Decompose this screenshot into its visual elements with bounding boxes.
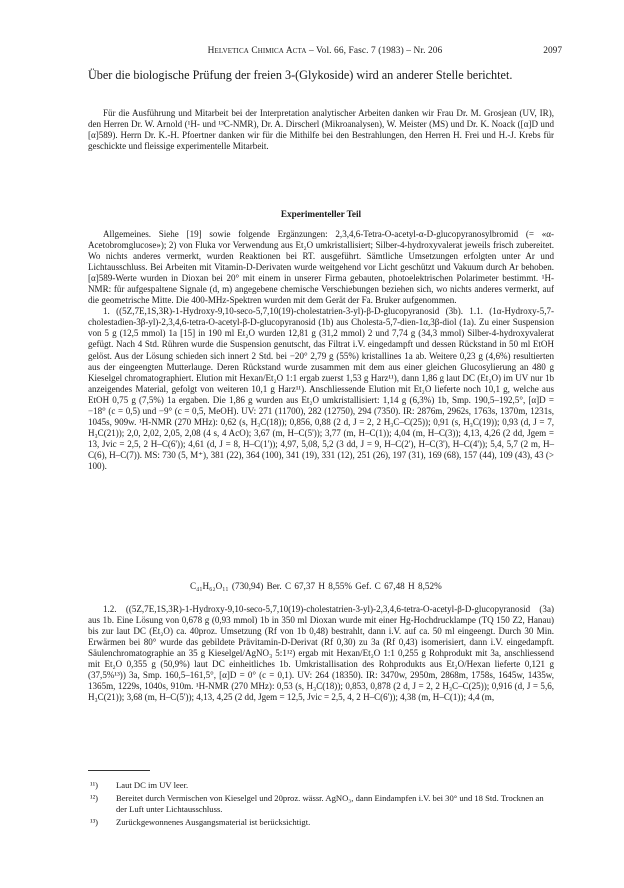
acknowledgement-paragraph <box>88 108 554 152</box>
footnote-marker: ¹¹) <box>90 780 99 790</box>
page-number: 2097 <box>543 46 562 56</box>
journal-issue: – Vol. 66, Fasc. 7 (1983) – Nr. 206 <box>308 46 443 56</box>
footnote-text: Laut DC im UV leer. <box>116 780 189 790</box>
footnote-marker: ¹³) <box>90 817 99 827</box>
footnote-text: Bereitet durch Vermischen von Kieselgel und 20proz. wässr. AgNO₃, dann Eindampfen i.V. bei 30° und 18 Std. Trocknen an der Luft unter Lichtausschluss. <box>116 793 544 814</box>
general-paragraph: Allgemeines. Siehe [19] sowie folgende Ergänzungen: 2,3,4,6-Tetra-O-acetyl-α-D-glucopyranosylbromid (= «α-Acetobromglucose»); 2) von Fluka vor Verwendung aus Et₂O umkristallisiert; Silber-4-hydroxyvalerat jeweils frisch zubereitet. Wo nichts anderes vermerkt, wurden Reaktionen bei RT. ausgeführt. Sämtliche Umsetzungen erfolgten unter Ar und Lichtausschluss. Bei Arbeiten mit Vitamin-D-Derivaten wurde weitgehend vor Licht geschützt und Vakuum durch Ar behoben. [α]589-Werte wurden in Dioxan bei 20° mit einem in unserer Firma gebauten, photoelektrischen Polarimeter bestimmt. ¹H-NMR: für aufgespaltene Signale (d, m) angegebene chemische Verschiebungen beziehen sich, wo nichts anderes vermerkt, auf die geometrische Mitte. Die 400-MHz-Spektren wurden mit dem Gerät der Fa. Bruker aufgenommen. <box>88 229 554 306</box>
footnote-divider <box>88 770 150 771</box>
footnote-marker: ¹²) <box>90 793 99 803</box>
experimental-section <box>88 229 554 472</box>
procedure-1-paragraph: 1. ((5Z,7E,1S,3R)-1-Hydroxy-9,10-seco-5,7,10(19)-cholestatrien-3-yl)-β-D-glucopyranosid (3b). 1.1. (1α-Hydroxy-5,7-cholestadien-3β-yl)-2,3,4,6-tetra-O-acetyl-β-D-glucopyranosid (1b) aus Cholesta-5,7-dien-1α,3β-diol (1a). Zu einer Suspension von 5 g (12,5 mmol) 1a [15] in 190 ml Et₂O wurden 12,81 g (31,2 mmol) 2 und 7,74 g (34,3 mmol) Silber-4-hydroxyvalerat gefügt. Nach 4 Std. Rühren wurde die Suspension genutscht, das Filtrat i.V. eingedampft und dessen Rückstand in 50 ml EtOH gelöst. Aus der Lösung schieden sich innert 2 Std. bei −20° 2,79 g (55%) kristallines 1a ab. Weitere 0,23 g (4,6%) resultierten aus der eingeengten Mutterlauge. Deren Rückstand wurde zusammen mit dem aus einer gleichen Glucosylierung an 480 g Kieselgel chromatographiert. Elution mit Hexan/Et₂O 1:1 ergab zuerst 1,53 g Harz¹¹), dann 1,86 g laut DC (Et₂O) im UV nur 1b anzeigendes Material, gefolgt von weiteren 10,1 g Harz¹¹). Anschliessende Elution mit Et₂O lieferte noch 10,1 g, welche aus EtOH 0,75 g (7,5%) 1a ergaben. Die 1,86 g wurden aus Et₂O umkristallisiert: 1,14 g (6,3%) 1b, Smp. 190,5–192,5°, [α]D = −18° (c = 0,5) und −9° (c = 0,5, MeOH). UV: 271 (11700), 282 (12750), 294 (7350). IR: 2876m, 2962s, 1763s, 1370m, 1231s, 1045s, 909w. ¹H-NMR (270 MHz): 0,62 (s, H₃C(18)); 0,856, 0,88 (2 d, J = 2, 2 H₃C–C(25)); 0,91 (s, H₃C(19)); 0,93 (d, J = 7, H₃C(21)); 2,0, 2,02, 2,05, 2,08 (4 s, 4 AcO); 3,67 (m, H–C(5')); 3,77 (m, H–C(1)); 4,04 (m, H–C(3)); 4,13, 4,26 (2 dd, Jgem = 13, Jvic = 2,5, 2 H–C(6')); 4,61 (d, J = 8, H–C(1')); 4,97, 5,08, 5,2 (3 dd, J = 9, H–C(2'), H–C(3'), H–C(4')); 5,4, 5,7 (2 m, H–C(6), H–C(7)). MS: 730 (5, M⁺), 381 (22), 364 (100), 341 (19), 331 (12), 251 (26), 197 (31), 169 (68), 157 (44), 109 (43), 43 (> 100). <box>88 306 554 471</box>
procedure-1-2-paragraph: 1.2. ((5Z,7E,1S,3R)-1-Hydroxy-9,10-seco-5,7,10(19)-cholestatrien-3-yl)-2,3,4,6-tetra-O-acetyl-β-D-glucopyranosid (3a) aus 1b. Eine Lösung von 0,678 g (0,93 mmol) 1b in 350 ml Dioxan wurde mit einer Hg-Hochdrucklampe (TQ 150 Z2, Hanau) bis zur laut DC (Et₂O) ca. 40proz. Umsetzung (Rf von 1b 0,48) bestrahlt, dann i.V. auf ca. 50 ml eingeengt. Durch 30 Min. Erwärmen bei 80° wurde das gebildete Prävitamin-D-Derivat (Rf 0,30) zu 3a (Rf 0,43) isomerisiert, dann i.V. eingedampft. Säulenchromatographie an 35 g Kieselgel/AgNO₃ 5:1¹²) ergab mit Hexan/Et₂O 1:1 0,255 g Rohprodukt mit 3a, anschliessend mit Et₂O 0,355 g (50,9%) laut DC einheitliches 1b. Umkristallisation des Rohprodukts aus Et₂O/Hexan lieferte 0,121 g (37,5%¹³)) 3a, Smp. 160,5–161,5°, [α]D = 0° (c = 0,1). UV: 264 (18350). IR: 3470w, 2950m, 2868m, 1758s, 1645w, 1435w, 1365m, 1229s, 1040s, 910m. ¹H-NMR (270 MHz): 0,53 (s, H₃C(18)); 0,853, 0,878 (2 d, J = 2, 2 H₃C–C(25)); 0,916 (d, J = 5,6, H₃C(21)); 3,68 (m, H–C(5')); 4,13, 4,25 (2 dd, Jgem = 12,5, Jvic = 2,5, 4, 2 H–C(6')); 4,38 (m, H–C(1)); 4,4 (m, <box>88 604 554 703</box>
journal-name: Helvetica Chimica Acta <box>207 46 307 56</box>
elemental-analysis: C₄₁H₆₂O₁₁ (730,94) Ber. C 67,37 H 8,55% Gef. C 67,48 H 8,52% <box>190 581 442 591</box>
procedure-1-2-section <box>88 604 554 703</box>
footnote-text: Zurückgewonnenes Ausgangsmaterial ist berücksichtigt. <box>116 817 311 827</box>
intro-sentence: Über die biologische Prüfung der freien 3-(Glykoside) wird an anderer Stelle berichtet. <box>88 68 513 82</box>
acknowledgement-text: Für die Ausführung und Mitarbeit bei der Interpretation analytischer Arbeiten danken wir Frau Dr. M. Grosjean (UV, IR), den Herren Dr. W. Arnold (¹H- und ¹³C-NMR), Dr. A. Dirscherl (Mikroanalysen), W. Meister (MS) und Dr. K. Noack ([α]D und [α]589). Herrn Dr. K.-H. Pfoertner danken wir für die Mithilfe bei den Bestrahlungen, den Herren H. Frei und H.-J. Krebs für geschickte und fleissige experimentelle Mitarbeit. <box>88 108 554 152</box>
section-heading: Experimenteller Teil <box>280 209 362 219</box>
